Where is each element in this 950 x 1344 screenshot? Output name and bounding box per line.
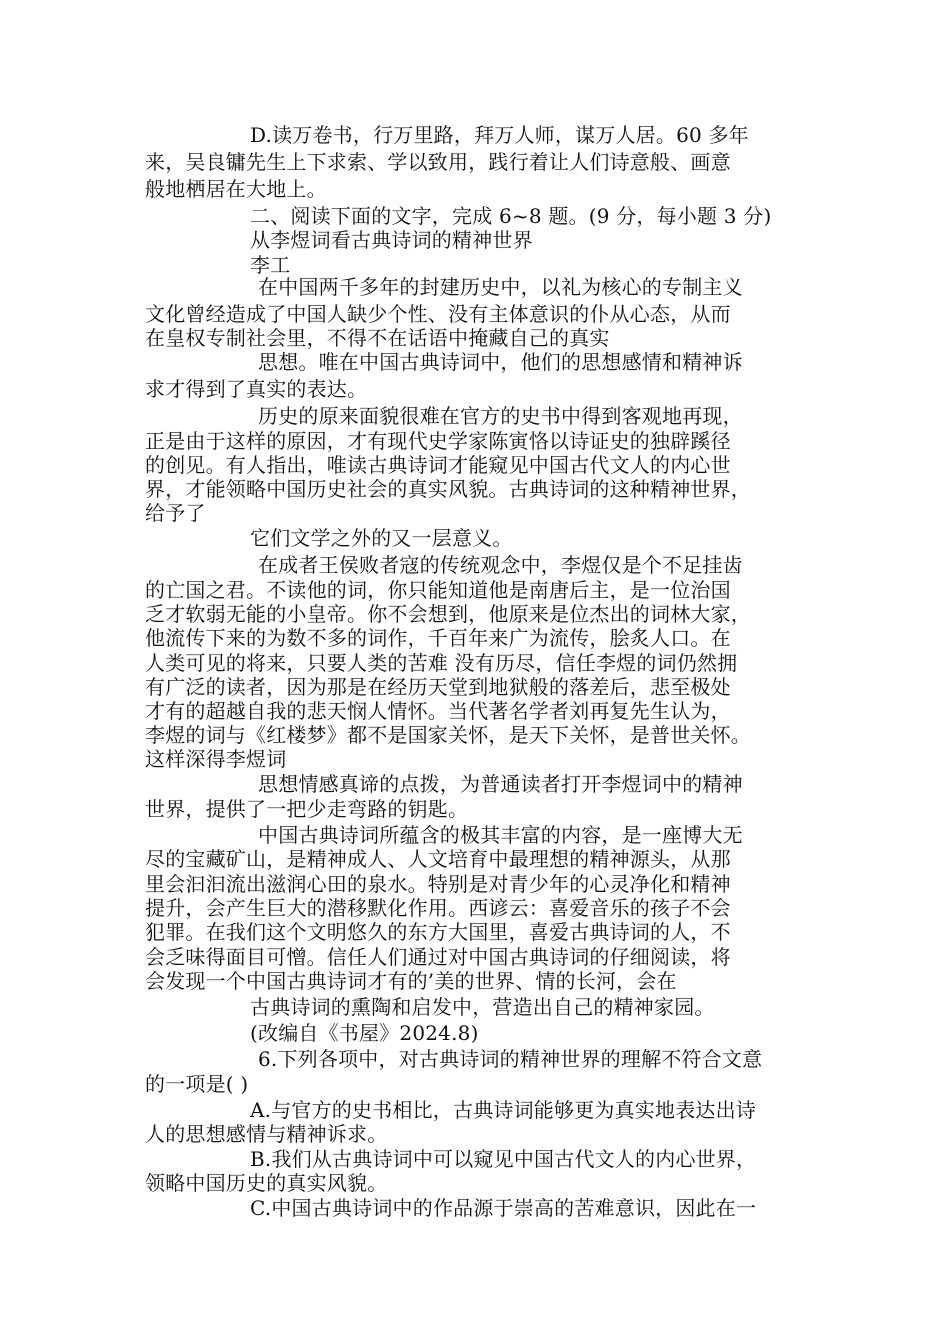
paragraph-3-line-6: 有广泛的读者，因为那是在经历天堂到地狱般的落差后，悲至极处 (145, 675, 731, 699)
article-title: 从李煜词看古典诗词的精神世界 (250, 228, 533, 252)
paragraph-4-line-8: 古典诗词的熏陶和启发中，营造出自己的精神家园。 (250, 995, 715, 1019)
paragraph-1-line-2: 文化曾经造成了中国人缺少个性、没有主体意识的仆从心态，从而 (145, 302, 731, 326)
paragraph-4-line-7: 会发现一个中国古典诗词才有的’美的世界、情的长河，会在 (145, 969, 677, 993)
paragraph-3-line-9: 这样深得李煜词 (145, 747, 287, 771)
option-a-line-2: 人的思想感情与精神诉求。 (145, 1122, 388, 1146)
source-note: (改编自《书屋》2024.8) (250, 1021, 479, 1045)
paragraph-4-line-3: 里会汩汩流出滋润心田的泉水。特别是对青少年的心灵净化和精神 (145, 872, 731, 896)
paragraph-1-line-4: 思想。唯在中国古典诗词中，他们的思想感情和精神诉 (258, 350, 743, 374)
paragraph-3-line-5: 人类可见的将来，只要人类的苦难 没有历尽，信任李煜的词仍然拥 (145, 651, 738, 675)
paragraph-4-line-2: 尽的宝藏矿山，是精神成人、人文培育中最理想的精神源头，从那 (145, 847, 731, 871)
option-c-line-1: C.中国古典诗词中的作品源于崇高的苦难意识，因此在一 (250, 1196, 757, 1220)
option-d-line-2: 来，吴良镛先生上下求索、学以致用，践行着让人们诗意般、画意 (145, 150, 731, 174)
paragraph-2-line-5: 给予了 (145, 501, 206, 525)
paragraph-3-line-10: 思想情感真谛的点拨，为普通读者打开李煜词中的精神 (258, 772, 743, 796)
paragraph-1-line-3: 在皇权专制社会里，不得不在话语中掩藏自己的真实 (145, 326, 610, 350)
article-author: 李工 (250, 253, 291, 277)
paragraph-4-line-1: 中国古典诗词所蕴含的极其丰富的内容，是一座博大无 (258, 823, 743, 847)
paragraph-3-line-4: 他流传下来的为数不多的词作，千百年来广为流传，脍炙人口。在 (145, 626, 731, 650)
section-heading: 二、阅读下面的文字，完成 6~8 题。(9 分，每小题 3 分) (250, 204, 772, 228)
paragraph-2-line-6: 它们文学之外的又一层意义。 (250, 526, 513, 550)
paragraph-1-line-5: 求才得到了真实的表达。 (145, 377, 368, 401)
paragraph-1-line-1: 在中国两千多年的封建历史中，以礼为核心的专制主义 (258, 275, 743, 299)
paragraph-4-line-5: 犯罪。在我们这个文明悠久的东方大国里，喜爱古典诗词的人，不 (145, 920, 731, 944)
paragraph-2-line-2: 正是由于这样的原因，才有现代史学家陈寅恪以诗证史的独辟蹊径 (145, 429, 731, 453)
option-d-line-1: D.读万卷书，行万里路，拜万人师，谋万人居。60 多年 (250, 123, 749, 147)
option-b-line-1: B.我们从古典诗词中可以窥见中国古代文人的内心世界， (250, 1147, 757, 1171)
paragraph-2-line-4: 界，才能领略中国历史社会的真实风貌。古典诗词的这种精神世界， (145, 477, 751, 501)
paragraph-3-line-1: 在成者王侯败者寇的传统观念中，李煜仅是个不足挂齿 (258, 553, 743, 577)
option-d-line-3: 般地栖居在大地上。 (145, 177, 327, 201)
paragraph-3-line-7: 才有的超越自我的悲天悯人情怀。当代著名学者刘再复先生认为， (145, 699, 731, 723)
paragraph-4-line-6: 会乏味得面目可憎。信任人们通过对中国古典诗词的仔细阅读，将 (145, 945, 731, 969)
option-b-line-2: 领略中国历史的真实风貌。 (145, 1171, 388, 1195)
question-6-stem-line-2: 的一项是( ) (145, 1072, 249, 1096)
paragraph-2-line-3: 的创见。有人指出，唯读古典诗词才能窥见中国古代文人的内心世 (145, 453, 731, 477)
option-a-line-1: A.与官方的史书相比，古典诗词能够更为真实地表达出诗 (250, 1098, 757, 1122)
paragraph-2-line-1: 历史的原来面貌很难在官方的史书中得到客观地再现， (258, 404, 743, 428)
question-6-stem-line-1: 6.下列各项中，对古典诗词的精神世界的理解不符合文意 (258, 1047, 763, 1071)
paragraph-4-line-4: 提升，会产生巨大的潜移默化作用。西谚云：喜爱音乐的孩子不会 (145, 896, 731, 920)
paragraph-3-line-3: 乏才软弱无能的小皇帝。你不会想到，他原来是位杰出的词林大家， (145, 602, 751, 626)
paragraph-3-line-11: 世界，提供了一把少走弯路的钥匙。 (145, 797, 469, 821)
paragraph-3-line-2: 的亡国之君。不读他的词，你只能知道他是南唐后主，是一位治国 (145, 578, 731, 602)
paragraph-3-line-8: 李煜的词与《红楼梦》都不是国家关怀，是天下关怀，是普世关怀。 (145, 723, 751, 747)
